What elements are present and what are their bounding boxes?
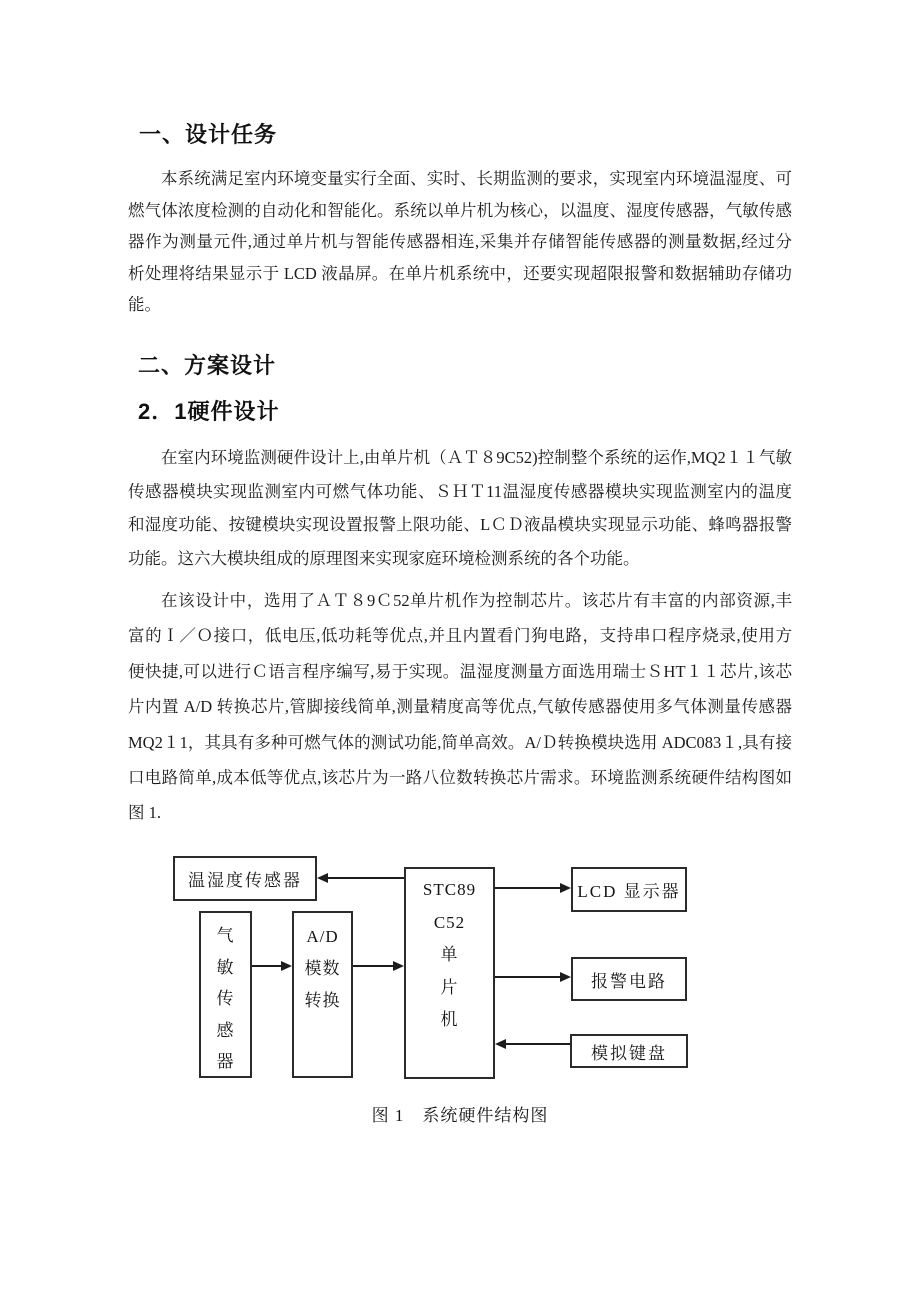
paragraph-line: 和湿度功能、按键模块实现设置报警上限功能、LＣＤ液晶模块实现显示功能、蜂鸣器报警 xyxy=(128,515,792,534)
diagram-box-label-line: C52 xyxy=(433,912,466,932)
diagram-box-label: 报警电路 xyxy=(591,971,667,991)
subsection-heading-hardware-design: 2．1硬件设计 xyxy=(138,399,280,424)
paragraph-line: 在该设计中，选用了ＡＴ８9Ｃ52单片机作为控制芯片。该芯片有丰富的内部资源,丰 xyxy=(161,591,792,610)
paragraph-line: 图 1. xyxy=(128,803,161,823)
diagram-box-label: LCD 显示器 xyxy=(577,882,681,901)
paragraph-line: 本系统满足室内环境变量实行全面、实时、长期监测的要求，实现室内环境温湿度、可 xyxy=(161,169,792,188)
paragraph-design-task xyxy=(128,163,792,321)
diagram-box-alarm-circuit xyxy=(571,957,687,1001)
diagram-box-label-line: 敏 xyxy=(216,957,235,977)
paragraph-line: 功能。这六大模块组成的原理图来实现家庭环境检测系统的各个功能。 xyxy=(128,548,640,568)
diagram-box-lcd-display xyxy=(571,867,687,912)
diagram-box-label: 温湿度传感器 xyxy=(188,871,302,890)
paragraph-line: 器作为测量元件,通过单片机与智能传感器相连,采集并存储智能传感器的测量数据,经过分 xyxy=(128,232,792,252)
diagram-box-ad-converter xyxy=(292,911,353,1078)
diagram-box-label-line: 传 xyxy=(216,989,235,1008)
diagram-box-label-line: 机 xyxy=(440,1010,459,1029)
paragraph-chip-selection xyxy=(128,583,792,831)
paragraph-line: 析处理将结果显示于 LCD 液晶屏。在单片机系统中，还要实现超限报警和数据辅助存储功 xyxy=(128,263,792,283)
section-heading-design-task: 一、设计任务 xyxy=(139,122,278,147)
diagram-box-gas-sensor xyxy=(199,911,252,1078)
diagram-box-label-line: 感 xyxy=(216,1020,235,1040)
figure-caption: 图 1 系统硬件结构图 xyxy=(371,1106,549,1125)
diagram-box-label-line: 转换 xyxy=(304,991,341,1010)
diagram-box-mcu-stc89c52 xyxy=(404,867,495,1079)
paragraph-line: 燃气体浓度检测的自动化和智能化。系统以单片机为核心，以温度、湿度传感器，气敏传感 xyxy=(128,200,792,220)
diagram-box-temp-humidity-sensor xyxy=(173,856,317,901)
diagram-box-label-line: 器 xyxy=(216,1052,235,1071)
paragraph-line: MQ2１1，其具有多种可燃气体的测试功能,简单高效。A/Ｄ转换模块选用 ADC083１,具有接 xyxy=(128,732,792,752)
diagram-box-analog-keyboard xyxy=(570,1034,688,1068)
diagram-box-label-line: 单 xyxy=(440,945,459,964)
diagram-box-label-line: 模数 xyxy=(304,959,341,978)
paragraph-line: 能。 xyxy=(128,295,161,315)
diagram-box-label: 模拟键盘 xyxy=(591,1043,667,1063)
paragraph-line: 传感器模块实现监测室内可燃气体功能、ＳＨＴ11温湿度传感器模块实现监测室内的温度 xyxy=(128,481,792,501)
paragraph-line: 便快捷,可以进行Ｃ语言程序编写,易于实现。温湿度测量方面选用瑞士ＳHT１１芯片,该芯 xyxy=(128,661,792,681)
diagram-box-label-line: STC89 xyxy=(422,880,477,899)
paragraph-line: 片内置 A/D 转换芯片,管脚接线简单,测量精度高等优点,气敏传感器使用多气体测量传感器 xyxy=(128,697,792,717)
diagram-box-label-line: A/D xyxy=(306,927,339,946)
paragraph-line: 在室内环境监测硬件设计上,由单片机（ＡＴ８9C52)控制整个系统的运作,MQ2１１气敏 xyxy=(161,448,792,467)
section-heading-scheme-design: 二、方案设计 xyxy=(138,353,277,378)
paragraph-line: 富的Ｉ／Ｏ接口，低电压,低功耗等优点,并且内置看门狗电路，支持串口程序烧录,使用方 xyxy=(128,626,793,646)
paragraph-line: 口电路简单,成本低等优点,该芯片为一路八位数转换芯片需求。环境监测系统硬件结构图如 xyxy=(128,767,792,787)
paragraph-hardware-overview xyxy=(128,441,792,575)
diagram-box-label-line: 片 xyxy=(440,977,459,997)
diagram-box-label-line: 气 xyxy=(216,926,235,945)
